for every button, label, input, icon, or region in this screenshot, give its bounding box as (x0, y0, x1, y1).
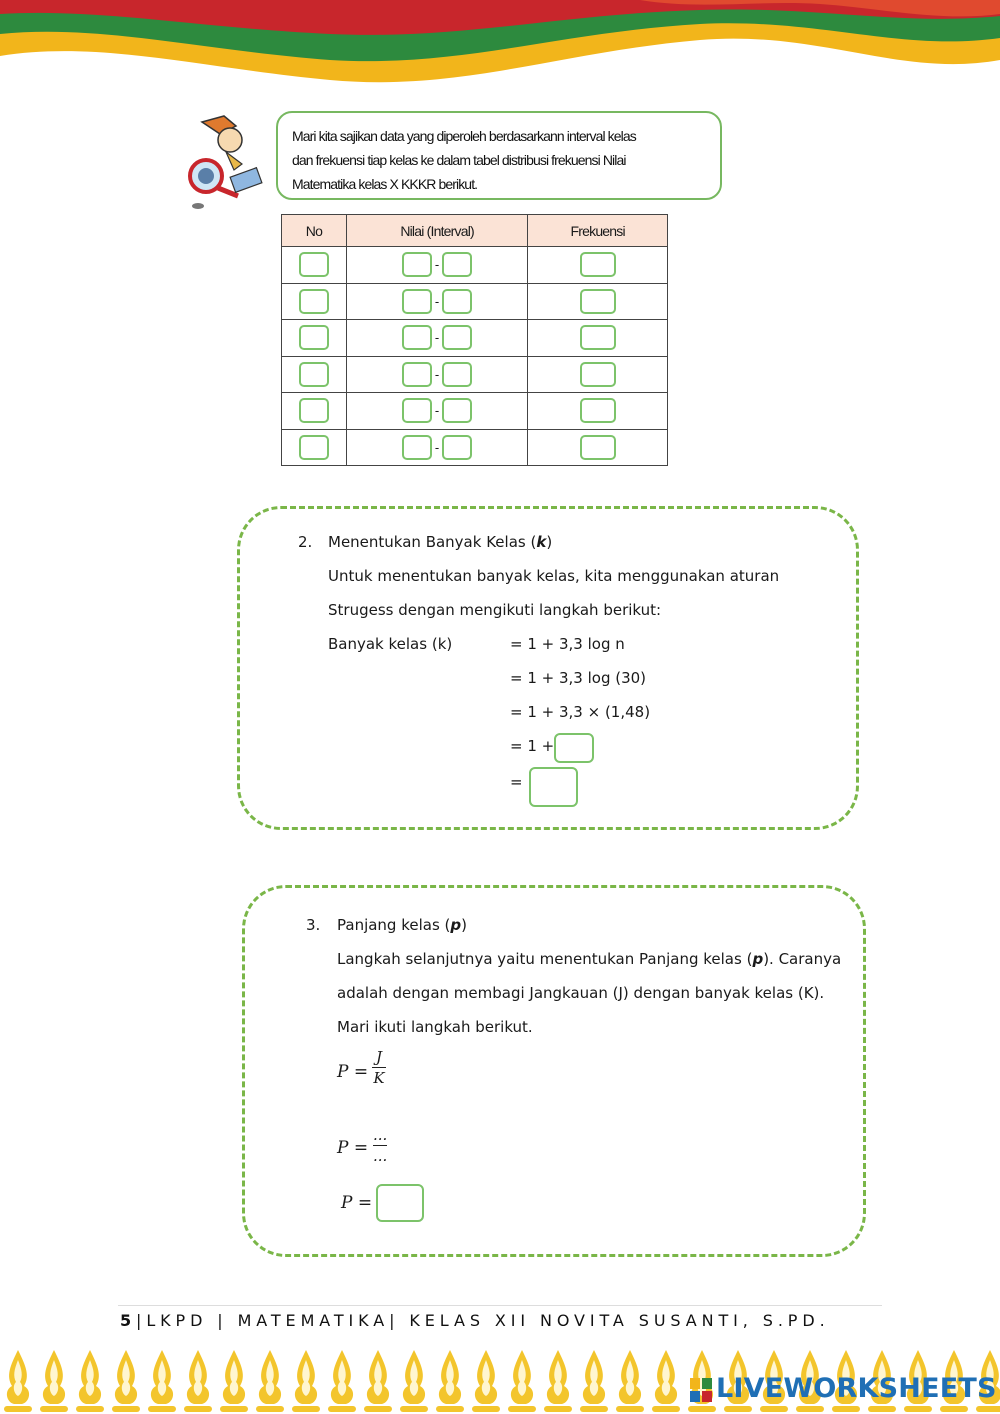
panjang-kelas-answer-input[interactable] (376, 1184, 424, 1222)
interval-lower-input[interactable] (402, 362, 432, 387)
interval-dash: - (434, 293, 440, 309)
frequency-input[interactable] (580, 362, 616, 387)
step-4: = 1 + (510, 737, 555, 755)
header-frequency: Frekuensi (528, 215, 668, 247)
interval-lower-input[interactable] (402, 435, 432, 460)
no-input[interactable] (299, 398, 329, 423)
frequency-input[interactable] (580, 325, 616, 350)
section-3-paragraph-3: Mari ikuti langkah berikut. (337, 1018, 533, 1036)
frequency-input[interactable] (580, 435, 616, 460)
formula-1-denominator: K (373, 1069, 385, 1087)
no-input[interactable] (299, 362, 329, 387)
step-5-answer-input[interactable] (529, 767, 578, 807)
section-3-paragraph-1: Langkah selanjutnya yaitu menentukan Panjang kelas (p). Caranya (337, 950, 842, 968)
frequency-table (281, 214, 668, 466)
no-input[interactable] (299, 435, 329, 460)
section-2-paragraph-1: Untuk menentukan banyak kelas, kita menggunakan aturan (328, 567, 780, 585)
interval-dash: - (434, 439, 440, 455)
formula-2-lhs: P = (337, 1138, 369, 1158)
section-3-number: 3. (306, 916, 321, 934)
interval-lower-input[interactable] (402, 289, 432, 314)
section-3-card (242, 885, 866, 1257)
step-2: = 1 + 3,3 log (30) (510, 669, 647, 687)
formula-3-lhs: P = (341, 1193, 373, 1213)
no-input[interactable] (299, 252, 329, 277)
interval-upper-input[interactable] (442, 252, 472, 277)
header-no: No (282, 215, 347, 247)
formula-2-numerator: ... (373, 1126, 388, 1144)
interval-dash: - (434, 330, 440, 346)
formula-1-lhs: P = (337, 1062, 369, 1082)
footer-text: |LKPD | MATEMATIKA| KELAS XII NOVITA SUSANTI, S.PD. (136, 1311, 830, 1330)
interval-upper-input[interactable] (442, 325, 472, 350)
interval-dash: - (434, 257, 440, 273)
section-3-title: Panjang kelas (p) (337, 916, 468, 934)
step-3: = 1 + 3,3 × (1,48) (510, 703, 651, 721)
step-1: = 1 + 3,3 log n (510, 635, 625, 653)
interval-lower-input[interactable] (402, 325, 432, 350)
page-number: 5 (120, 1311, 137, 1330)
no-input[interactable] (299, 289, 329, 314)
formula-2-denominator: ... (373, 1147, 388, 1165)
interval-lower-input[interactable] (402, 398, 432, 423)
intro-line-3: Matematika kelas X KKKR berikut. (292, 176, 478, 192)
table-row (282, 393, 668, 430)
table-row (282, 247, 668, 284)
section-3-paragraph-2: adalah dengan membagi Jangkauan (J) dengan banyak kelas (K). (337, 984, 825, 1002)
table-row (282, 320, 668, 357)
intro-speech-box (276, 111, 722, 200)
top-wave-banner (0, 0, 1000, 95)
interval-lower-input[interactable] (402, 252, 432, 277)
intro-line-2: dan frekuensi tiap kelas ke dalam tabel distribusi frekuensi Nilai (292, 152, 626, 168)
step-4-answer-input[interactable] (554, 733, 594, 763)
interval-dash: - (434, 366, 440, 382)
interval-upper-input[interactable] (442, 362, 472, 387)
banyak-kelas-label: Banyak kelas (k) (328, 635, 453, 653)
section-2-number: 2. (298, 533, 313, 551)
formula-1-fraction (372, 1048, 386, 1087)
intro-line-1: Mari kita sajikan data yang diperoleh berdasarkann interval kelas (292, 128, 636, 144)
section-2-paragraph-2: Strugess dengan mengikuti langkah berikut: (328, 601, 662, 619)
frequency-input[interactable] (580, 398, 616, 423)
section-2-card (237, 506, 859, 830)
frequency-input[interactable] (580, 252, 616, 277)
interval-upper-input[interactable] (442, 289, 472, 314)
table-row (282, 356, 668, 393)
detective-illustration (180, 112, 268, 212)
liveworksheets-logo-icon (690, 1378, 712, 1402)
step-5: = (510, 773, 523, 791)
table-row (282, 429, 668, 466)
formula-2-fraction (373, 1126, 387, 1165)
liveworksheets-brand: LIVEWORKSHEETS (716, 1373, 997, 1404)
footer-divider (118, 1305, 882, 1306)
header-interval: Nilai (Interval) (346, 215, 527, 247)
page-footer (120, 1311, 830, 1330)
no-input[interactable] (299, 325, 329, 350)
table-row (282, 283, 668, 320)
frequency-input[interactable] (580, 289, 616, 314)
interval-upper-input[interactable] (442, 398, 472, 423)
section-2-title: Menentukan Banyak Kelas (k) (328, 533, 553, 551)
interval-dash: - (434, 403, 440, 419)
interval-upper-input[interactable] (442, 435, 472, 460)
formula-1-numerator: J (375, 1048, 382, 1066)
table-header-row (282, 215, 668, 247)
